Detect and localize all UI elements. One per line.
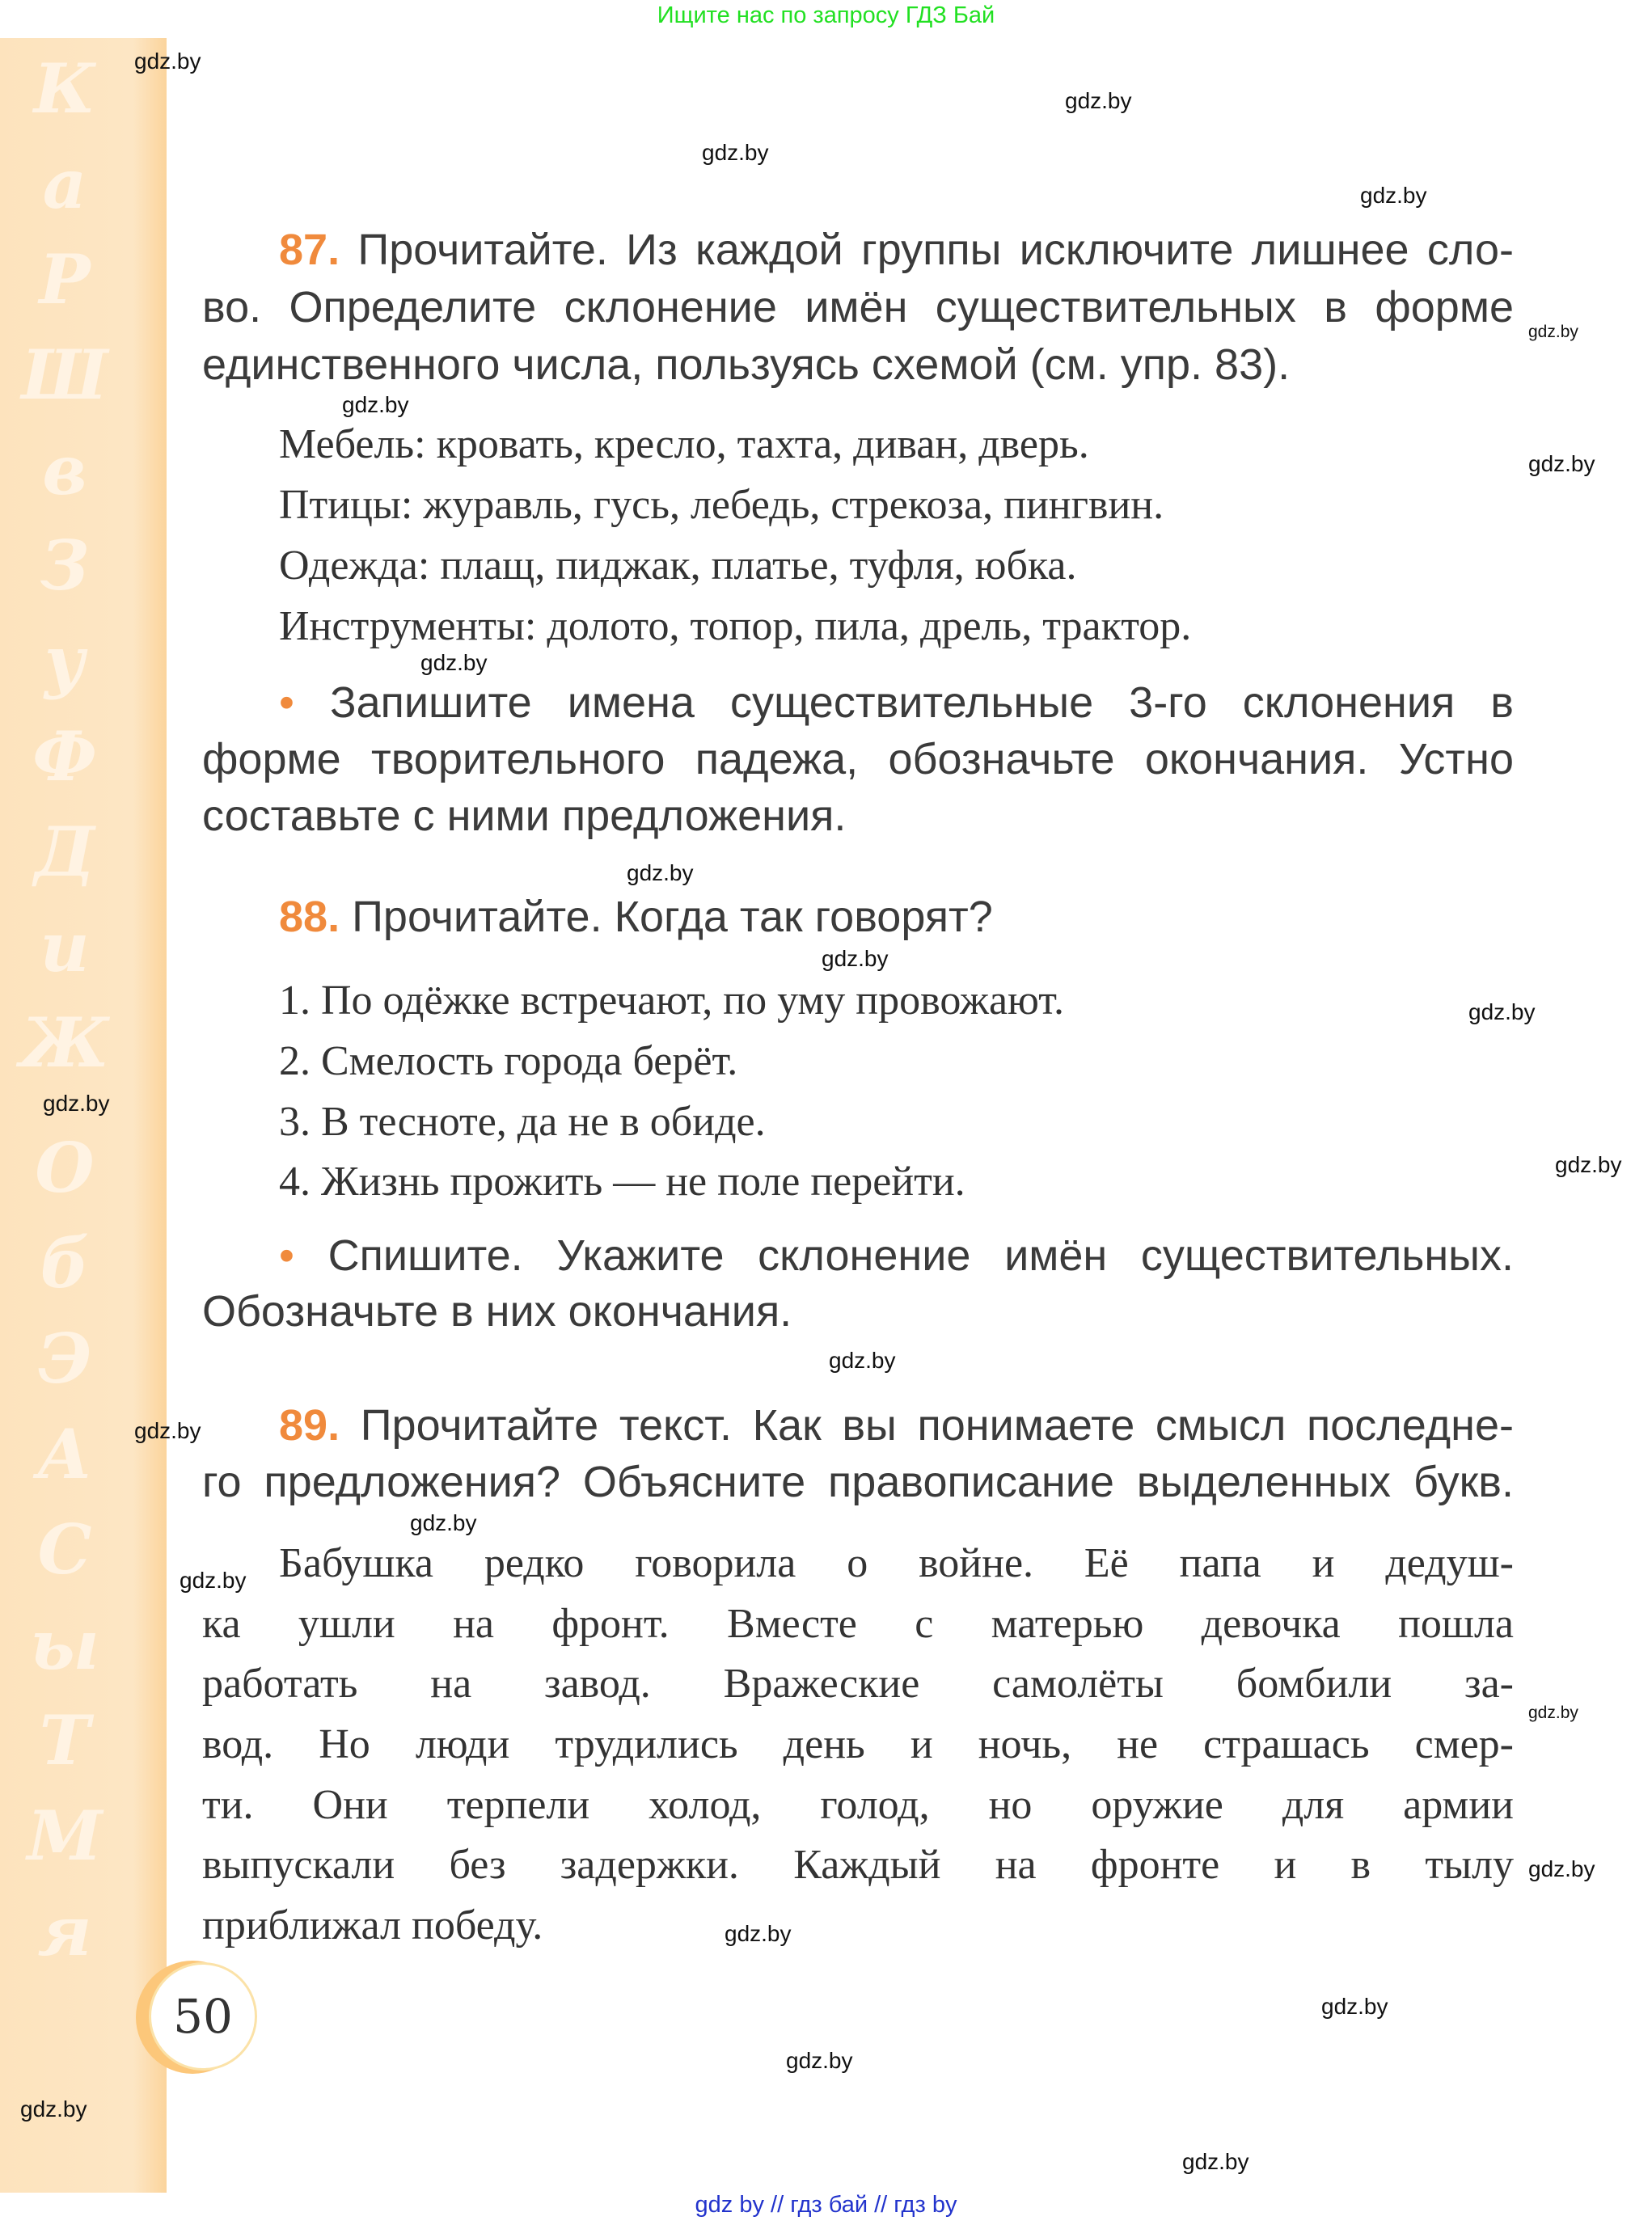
watermark: gdz.by <box>627 860 694 885</box>
text-line: ти. Они терпели холод, голод, но оружие для армии <box>202 1782 1514 1828</box>
text-line: Бабушка редко говорила о войне. Её папа и дедуш- <box>279 1540 1514 1586</box>
sidebar-letter: и <box>40 907 90 987</box>
sidebar-letter: Ж <box>19 1003 110 1083</box>
sidebar-letter: Э <box>37 1319 92 1399</box>
sidebar-letter: в <box>42 430 87 510</box>
proverb: 2. Смелость города берёт. <box>279 1038 738 1084</box>
watermark: gdz.by <box>829 1348 896 1373</box>
sidebar-letter: а <box>42 144 87 224</box>
text-line: приближал победу. <box>202 1902 543 1948</box>
watermark: gdz.by <box>20 2096 87 2122</box>
watermark: gdz.by <box>786 2048 853 2073</box>
word-group: Птицы: журавль, гусь, лебедь, стрекоза, пингвин. <box>279 482 1164 528</box>
exercise-task-line: го предложения? Объясните правописание выделенных букв. <box>202 1458 1514 1506</box>
sidebar-letter: Р <box>39 239 91 319</box>
sidebar-letter: Ф <box>32 716 97 796</box>
watermark: gdz.by <box>1528 451 1595 476</box>
sidebar-letter: я <box>37 1891 92 1971</box>
watermark: gdz.by <box>1321 1994 1388 2019</box>
sidebar-letter: К <box>33 49 96 129</box>
sidebar-letter: А <box>36 1414 93 1494</box>
watermark: gdz.by <box>410 1510 477 1535</box>
watermark: gdz.by <box>134 49 201 74</box>
word-group: Одежда: плащ, пиджак, платье, туфля, юбка. <box>279 543 1077 589</box>
exercise-task-line: 88. Прочитайте. Когда так говорят? <box>279 893 993 941</box>
sidebar-letter: у <box>44 621 86 701</box>
subtask-line: • Спишите. Укажите склонение имён существительных. <box>279 1231 1514 1280</box>
watermark: gdz.by <box>1182 2149 1249 2174</box>
exercise-task-line: 87. Прочитайте. Из каждой группы исключите лишнее сло- <box>279 226 1514 274</box>
subtask-line: форме творительного падежа, обозначьте окончания. Устно <box>202 735 1514 783</box>
watermark: gdz.by <box>1528 1704 1578 1722</box>
sidebar-letter: С <box>37 1509 92 1590</box>
watermark: gdz.by <box>420 650 488 675</box>
watermark: gdz.by <box>702 140 769 165</box>
sidebar-letter: Ш <box>21 335 108 415</box>
bullet-icon: • <box>279 1231 294 1280</box>
watermark: gdz.by <box>180 1568 247 1593</box>
watermark: gdz.by <box>1065 88 1132 113</box>
exercise-task-line: единственного числа, пользуясь схемой (см. упр. 83). <box>202 340 1291 389</box>
sidebar-letter: ы <box>30 1605 99 1685</box>
exercise-number: 88. <box>279 893 340 941</box>
exercise-task-line: во. Определите склонение имён существительных в форме <box>202 283 1514 331</box>
proverb: 4. Жизнь прожить — не поле перейти. <box>279 1159 965 1205</box>
watermark: gdz.by <box>43 1091 110 1116</box>
watermark: gdz.by <box>1360 183 1427 208</box>
watermark: gdz.by <box>1468 999 1536 1024</box>
exercise-number: 87. <box>279 226 340 274</box>
watermark: gdz.by <box>1528 323 1578 341</box>
sidebar-letter: Т <box>39 1700 91 1780</box>
watermark: gdz.by <box>822 946 889 971</box>
sidebar-letter: З <box>40 526 90 606</box>
watermark: gdz.by <box>1528 1856 1595 1881</box>
sidebar-letter: О <box>35 1128 95 1208</box>
watermark: gdz.by <box>134 1418 201 1443</box>
subtask-line: Обозначьте в них окончания. <box>202 1287 792 1336</box>
exercise-task-line: 89. Прочитайте текст. Как вы понимаете смысл последне- <box>279 1401 1514 1450</box>
exercise-number: 89. <box>279 1401 340 1450</box>
watermark: gdz.by <box>342 392 409 417</box>
page-number-badge <box>136 1961 257 2082</box>
text-line: работать на завод. Вражеские самолёты бомбили за- <box>202 1661 1514 1707</box>
subtask-line: • Запишите имена существительные 3-го склонения в <box>279 678 1514 727</box>
footer-links[interactable]: gdz by // гдз бай // гдз by <box>695 2192 957 2218</box>
search-banner: Ищите нас по запросу ГДЗ Бай <box>657 2 995 28</box>
text-line: вод. Но люди трудились день и ночь, не страшась смер- <box>202 1721 1514 1767</box>
proverb: 3. В тесноте, да не в обиде. <box>279 1099 766 1145</box>
text-line: выпускали без задержки. Каждый на фронте и в тылу <box>202 1842 1514 1888</box>
word-group: Мебель: кровать, кресло, тахта, диван, дверь. <box>279 421 1089 467</box>
sidebar-letter: б <box>40 1223 90 1303</box>
subtask-line: составьте с ними предложения. <box>202 792 847 840</box>
sidebar-letter: Д <box>34 812 95 892</box>
watermark: gdz.by <box>725 1921 792 1946</box>
bullet-icon: • <box>279 678 294 727</box>
watermark: gdz.by <box>1555 1152 1622 1177</box>
proverb: 1. По одёжке встречают, по уму провожают. <box>279 977 1065 1024</box>
page-number: 50 <box>149 1962 257 2071</box>
text-line: ка ушли на фронт. Вместе с матерью девочка пошла <box>202 1601 1514 1647</box>
word-group: Инструменты: долото, топор, пила, дрель, трактор. <box>279 603 1192 649</box>
sidebar-letter: М <box>27 1796 103 1876</box>
